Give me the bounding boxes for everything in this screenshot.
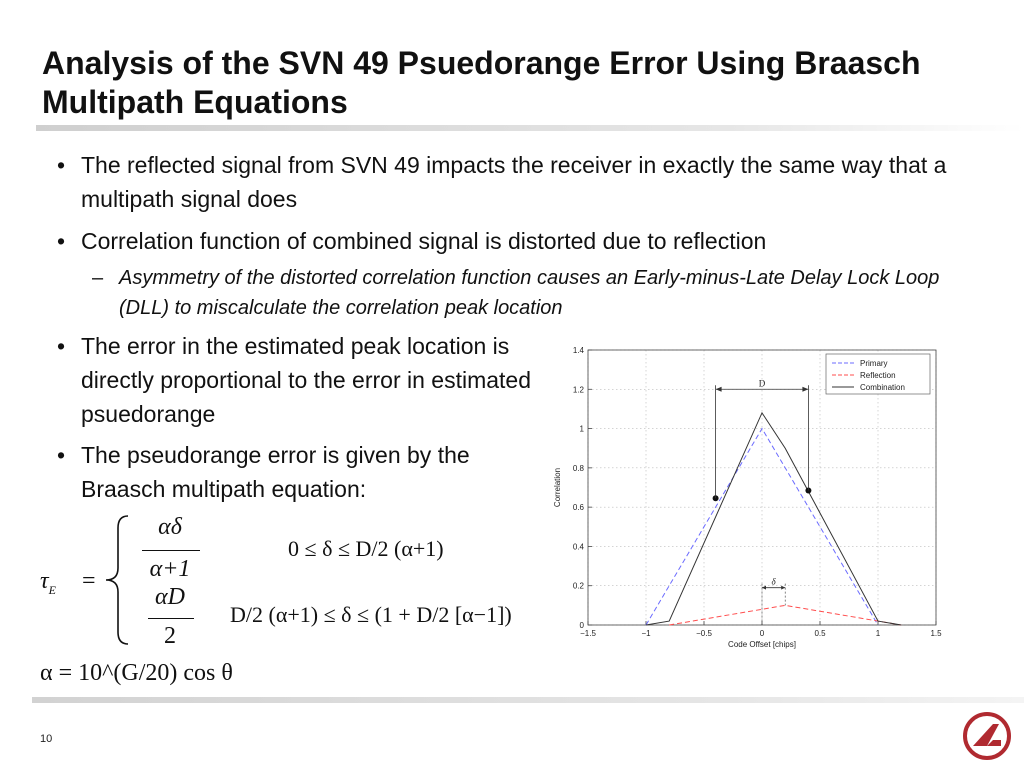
x-tick-label: −1.5	[580, 629, 596, 638]
equals-sign: =	[82, 568, 96, 594]
sub-bullet-dash: –	[92, 267, 104, 289]
y-tick-label: 0.2	[572, 581, 584, 591]
bullet-4-text: The pseudorange error is given by the Braasch multipath equation:	[81, 442, 470, 502]
y-tick-label: 0	[579, 621, 584, 630]
x-tick-label: 0	[759, 629, 765, 638]
d-label: D	[758, 378, 766, 389]
y-tick-label: 0.6	[572, 503, 584, 513]
sub-bullet-1-text: Asymmetry of the distorted correlation function causes an Early-minus-Late Delay Lock Loop (DLL) to miscalculate the correlation peak location	[119, 267, 940, 319]
delta-arrow-right	[781, 586, 785, 590]
case2-numerator: αD	[155, 584, 185, 610]
legend-label: Combination	[860, 383, 905, 392]
bullet-dot: •	[57, 152, 66, 178]
footer-divider	[32, 697, 1024, 703]
legend-label: Primary	[860, 359, 888, 368]
bullet-dot: •	[57, 442, 66, 468]
alpha-definition: α = 10^(G/20) cos θ	[40, 660, 233, 686]
d-arrow-right	[802, 387, 808, 392]
bullet-2-text: Correlation function of combined signal is distorted due to reflection	[81, 228, 767, 254]
slide-title: Analysis of the SVN 49 Psuedorange Error Using Braasch Multipath Equations	[42, 45, 921, 120]
chart-plot	[553, 346, 942, 649]
y-tick-label: 1.2	[572, 385, 584, 395]
series-line-combination	[646, 413, 901, 625]
bullet-3-text: The error in the estimated peak location is directly proportional to the error in estimated psuedorange	[81, 333, 531, 427]
x-tick-label: 0.5	[814, 629, 826, 638]
case2-fraction-bar	[148, 618, 194, 619]
y-tick-label: 1.4	[572, 346, 584, 355]
case1-denominator: α+1	[149, 556, 191, 582]
x-tick-label: 1	[875, 629, 881, 638]
bullet-dot: •	[57, 228, 66, 254]
bullet-1-text: The reflected signal from SVN 49 impacts the receiver in exactly the same way that a multipath signal does	[81, 152, 947, 212]
case1-fraction-bar	[142, 550, 200, 551]
x-axis-label: Code Offset [chips]	[728, 640, 796, 649]
case2-denominator: 2	[164, 623, 176, 649]
d-arrow-left	[716, 387, 722, 392]
page-number: 10	[40, 733, 53, 745]
condition-2: D/2 (α+1) ≤ δ ≤ (1 + D/2 [α−1])	[230, 602, 512, 627]
tau-symbol: $\tau_E$	[40, 568, 56, 597]
x-tick-label: −1	[641, 629, 651, 638]
y-tick-label: 0.4	[572, 542, 584, 552]
legend-label: Reflection	[860, 371, 896, 380]
correlation-chart	[548, 336, 948, 656]
x-tick-label: −0.5	[696, 629, 712, 638]
bullet-dot: •	[57, 333, 66, 359]
y-tick-label: 0.8	[572, 463, 584, 473]
x-tick-label: 1.5	[930, 629, 942, 638]
title-divider	[36, 125, 1024, 131]
delta-label: δ	[771, 576, 776, 587]
condition-1: 0 ≤ δ ≤ D/2 (α+1)	[288, 536, 444, 561]
y-axis-label: Correlation	[553, 467, 562, 508]
case1-numerator: αδ	[158, 514, 182, 540]
left-brace	[98, 514, 138, 646]
delta-arrow-left	[762, 586, 766, 590]
y-tick-label: 1	[579, 424, 584, 434]
university-logo	[963, 712, 1011, 760]
braasch-equation	[38, 510, 558, 660]
